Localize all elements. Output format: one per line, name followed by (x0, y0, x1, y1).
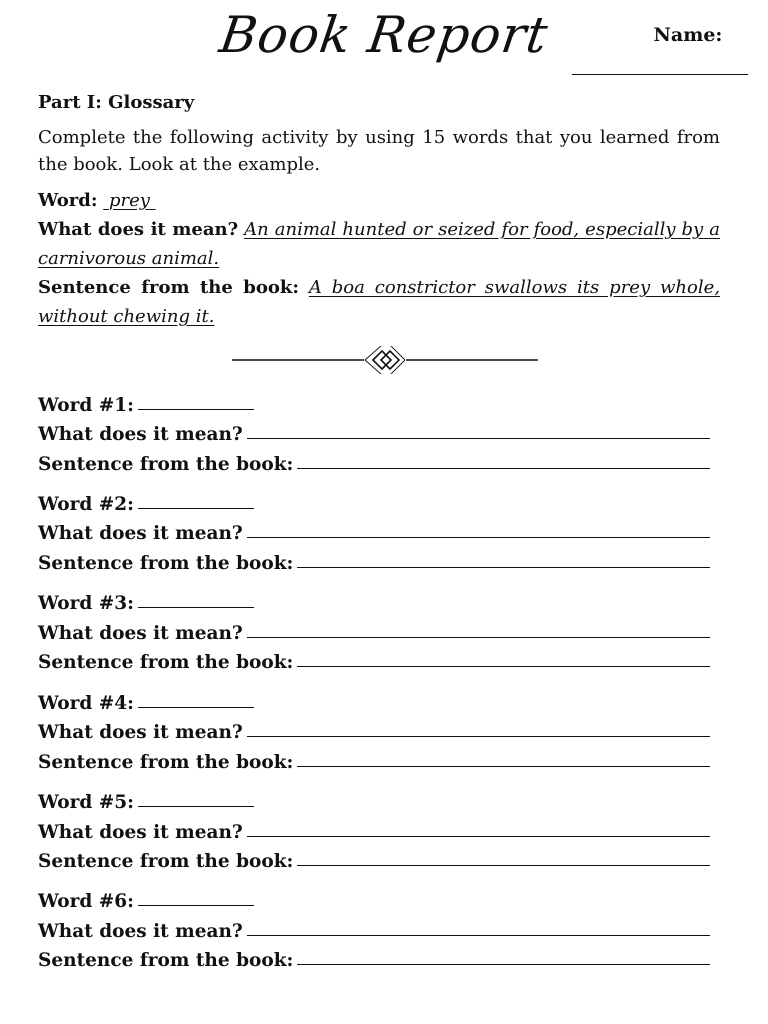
page-title: Book Report (216, 6, 552, 64)
meaning-label: What does it mean? (38, 424, 243, 445)
word-label: Word #3: (38, 593, 134, 615)
word-blank[interactable] (138, 508, 254, 509)
sentence-blank[interactable] (297, 865, 710, 866)
word-blank[interactable] (138, 905, 254, 906)
glossary-entry (38, 784, 710, 883)
example-block (38, 186, 720, 331)
meaning-label: What does it mean? (38, 722, 243, 744)
sentence-blank[interactable] (297, 468, 710, 469)
meaning-blank[interactable] (247, 438, 710, 439)
meaning-label: What does it mean? (38, 523, 243, 545)
sentence-blank[interactable] (297, 964, 710, 965)
glossary-entry (38, 684, 710, 783)
word-label: Word #1: (38, 394, 134, 416)
glossary-entry (38, 585, 710, 684)
meaning-label: What does it mean? (38, 622, 243, 644)
meaning-blank[interactable] (247, 537, 710, 538)
sentence-blank[interactable] (297, 567, 710, 568)
meaning-label: What does it mean? (38, 821, 243, 843)
glossary-entry (38, 386, 710, 485)
example-sentence-row (38, 273, 720, 331)
instructions-text: Complete the following activity by using 15 words that you learned from the book. Look at the example. (38, 127, 720, 175)
sentence-label: Sentence from the book: (38, 851, 294, 873)
meaning-label: What does it mean? (38, 920, 243, 942)
sentence-label: Sentence from the book: (38, 751, 294, 773)
sentence-label: Sentence from the book: (38, 453, 294, 475)
ornament-divider (232, 346, 538, 374)
example-meaning-row (38, 215, 720, 273)
name-label: Name: (653, 24, 723, 46)
sentence-blank[interactable] (297, 666, 710, 667)
word-label: Word #4: (38, 692, 134, 714)
glossary-entry (38, 883, 710, 982)
word-label: Word #5: (38, 792, 134, 814)
example-meaning-value: An animal hunted or seized for food, especially by a carnivorous animal. (38, 219, 720, 269)
example-word-label: Word: (38, 190, 98, 211)
word-blank[interactable] (138, 607, 254, 608)
meaning-blank[interactable] (247, 736, 710, 737)
meaning-blank[interactable] (247, 935, 710, 936)
meaning-blank[interactable] (247, 836, 710, 837)
section-title: Part I: Glossary (38, 92, 195, 113)
sentence-label: Sentence from the book: (38, 950, 294, 972)
word-blank[interactable] (138, 707, 254, 708)
word-blank[interactable] (138, 806, 254, 807)
example-sentence-value: A boa constrictor swallows its prey whole, without chewing it. (38, 277, 720, 327)
glossary-entry (38, 485, 710, 584)
sentence-label: Sentence from the book: (38, 552, 294, 574)
example-meaning-label: What does it mean? (38, 219, 239, 240)
example-word-value: prey (108, 190, 150, 211)
word-label: Word #2: (38, 493, 134, 515)
glossary-entries (38, 386, 710, 982)
name-blank-line[interactable] (572, 74, 748, 75)
meaning-blank[interactable] (247, 637, 710, 638)
example-sentence-label: Sentence from the book: (38, 277, 299, 298)
word-label: Word #6: (38, 891, 134, 913)
sentence-label: Sentence from the book: (38, 652, 294, 674)
sentence-blank[interactable] (297, 766, 710, 767)
word-blank[interactable] (138, 409, 254, 410)
example-word-row (38, 186, 720, 215)
